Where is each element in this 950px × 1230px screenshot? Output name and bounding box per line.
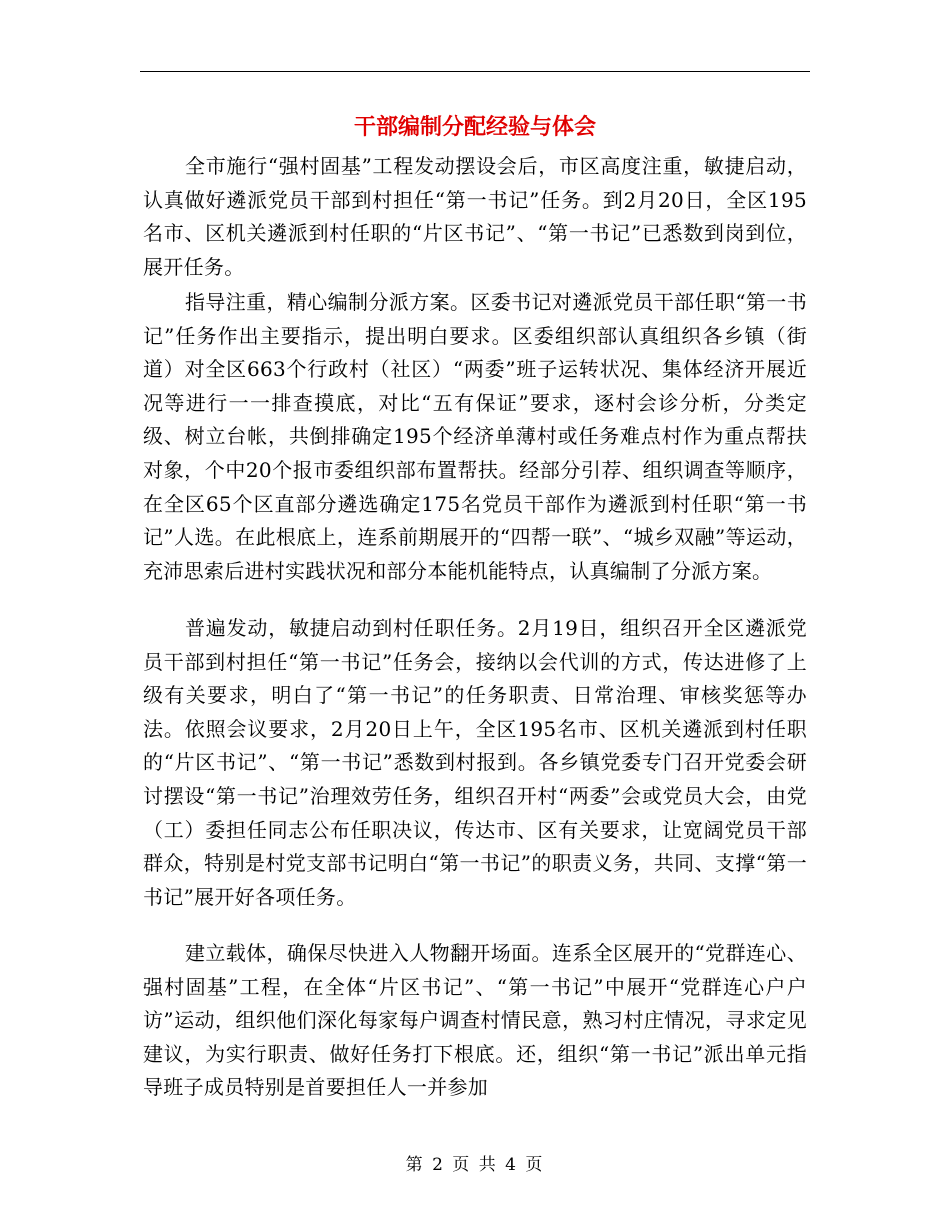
paragraph-intro: 全市施行“强村固基”工程发动摆设会后，市区高度注重，敏捷启动，认真做好遴派党员干部到村担任“第一书记”任务。到2月20日，全区195名市、区机关遴派到村任职的“片区书记”、“第一书记”已悉数到岗到位，展开任务。 [143,154,807,279]
document-title: 干部编制分配经验与体会 [353,114,596,140]
paragraph-mobilization: 普遍发动，敏捷启动到村任职任务。2月19日，组织召开全区遴派党员干部到村担任“第一书记”任务会，接纳以会代训的方式，传达进修了上级有关要求，明白了“第一书记”的任务职责、日常治理、审核奖惩等办法。依照会议要求，2月20日上午，全区195名市、区机关遴派到村任职的“片区书记”、“第一书记”悉数到村报到。各乡镇党委专门召开党委会研讨摆设“第一书记”治理效劳任务，组织召开村“两委”会或党员大会，由党（工）委担任同志公布任职决议，传达市、区有关要求，让宽阔党员干部群众，特别是村党支部书记明白“第一书记”的职责义务，共同、支撑“第一书记”展开好各项任务。 [143,616,807,909]
paragraph-carrier: 建立载体，确保尽快进入人物翻开场面。连系全区展开的“党群连心、强村固基”工程，在全体“片区书记”、“第一书记”中展开“党群连心户户访”运动，组织他们深化每家每户调查村情民意，熟习村庄情况，寻求定见建议，为实行职责、做好任务打下根底。还，组织“第一书记”派出单元指导班子成员特别是首要担任人一并参加 [143,941,807,1100]
page-number: 第 2 页 共 4 页 [405,1155,545,1175]
paragraph-guidance: 指导注重，精心编制分派方案。区委书记对遴派党员干部任职“第一书记”任务作出主要指示，提出明白要求。区委组织部认真组织各乡镇（街道）对全区663个行政村（社区）“两委”班子运转状况、集体经济开展近况等进行一一排查摸底，对比“五有保证”要求，逐村会诊分析，分类定级、树立台帐，共倒排确定195个经济单薄村或任务难点村作为重点帮扶对象，个中20个报市委组织部布置帮扶。经部分引荐、组织调查等顺序，在全区65个区直部分遴选确定175名党员干部作为遴派到村任职“第一书记”人选。在此根底上，连系前期展开的“四帮一联”、“城乡双融”等运动，充沛思索后进村实践状况和部分本能机能特点，认真编制了分派方案。 [143,290,807,583]
header-rule [140,71,810,72]
